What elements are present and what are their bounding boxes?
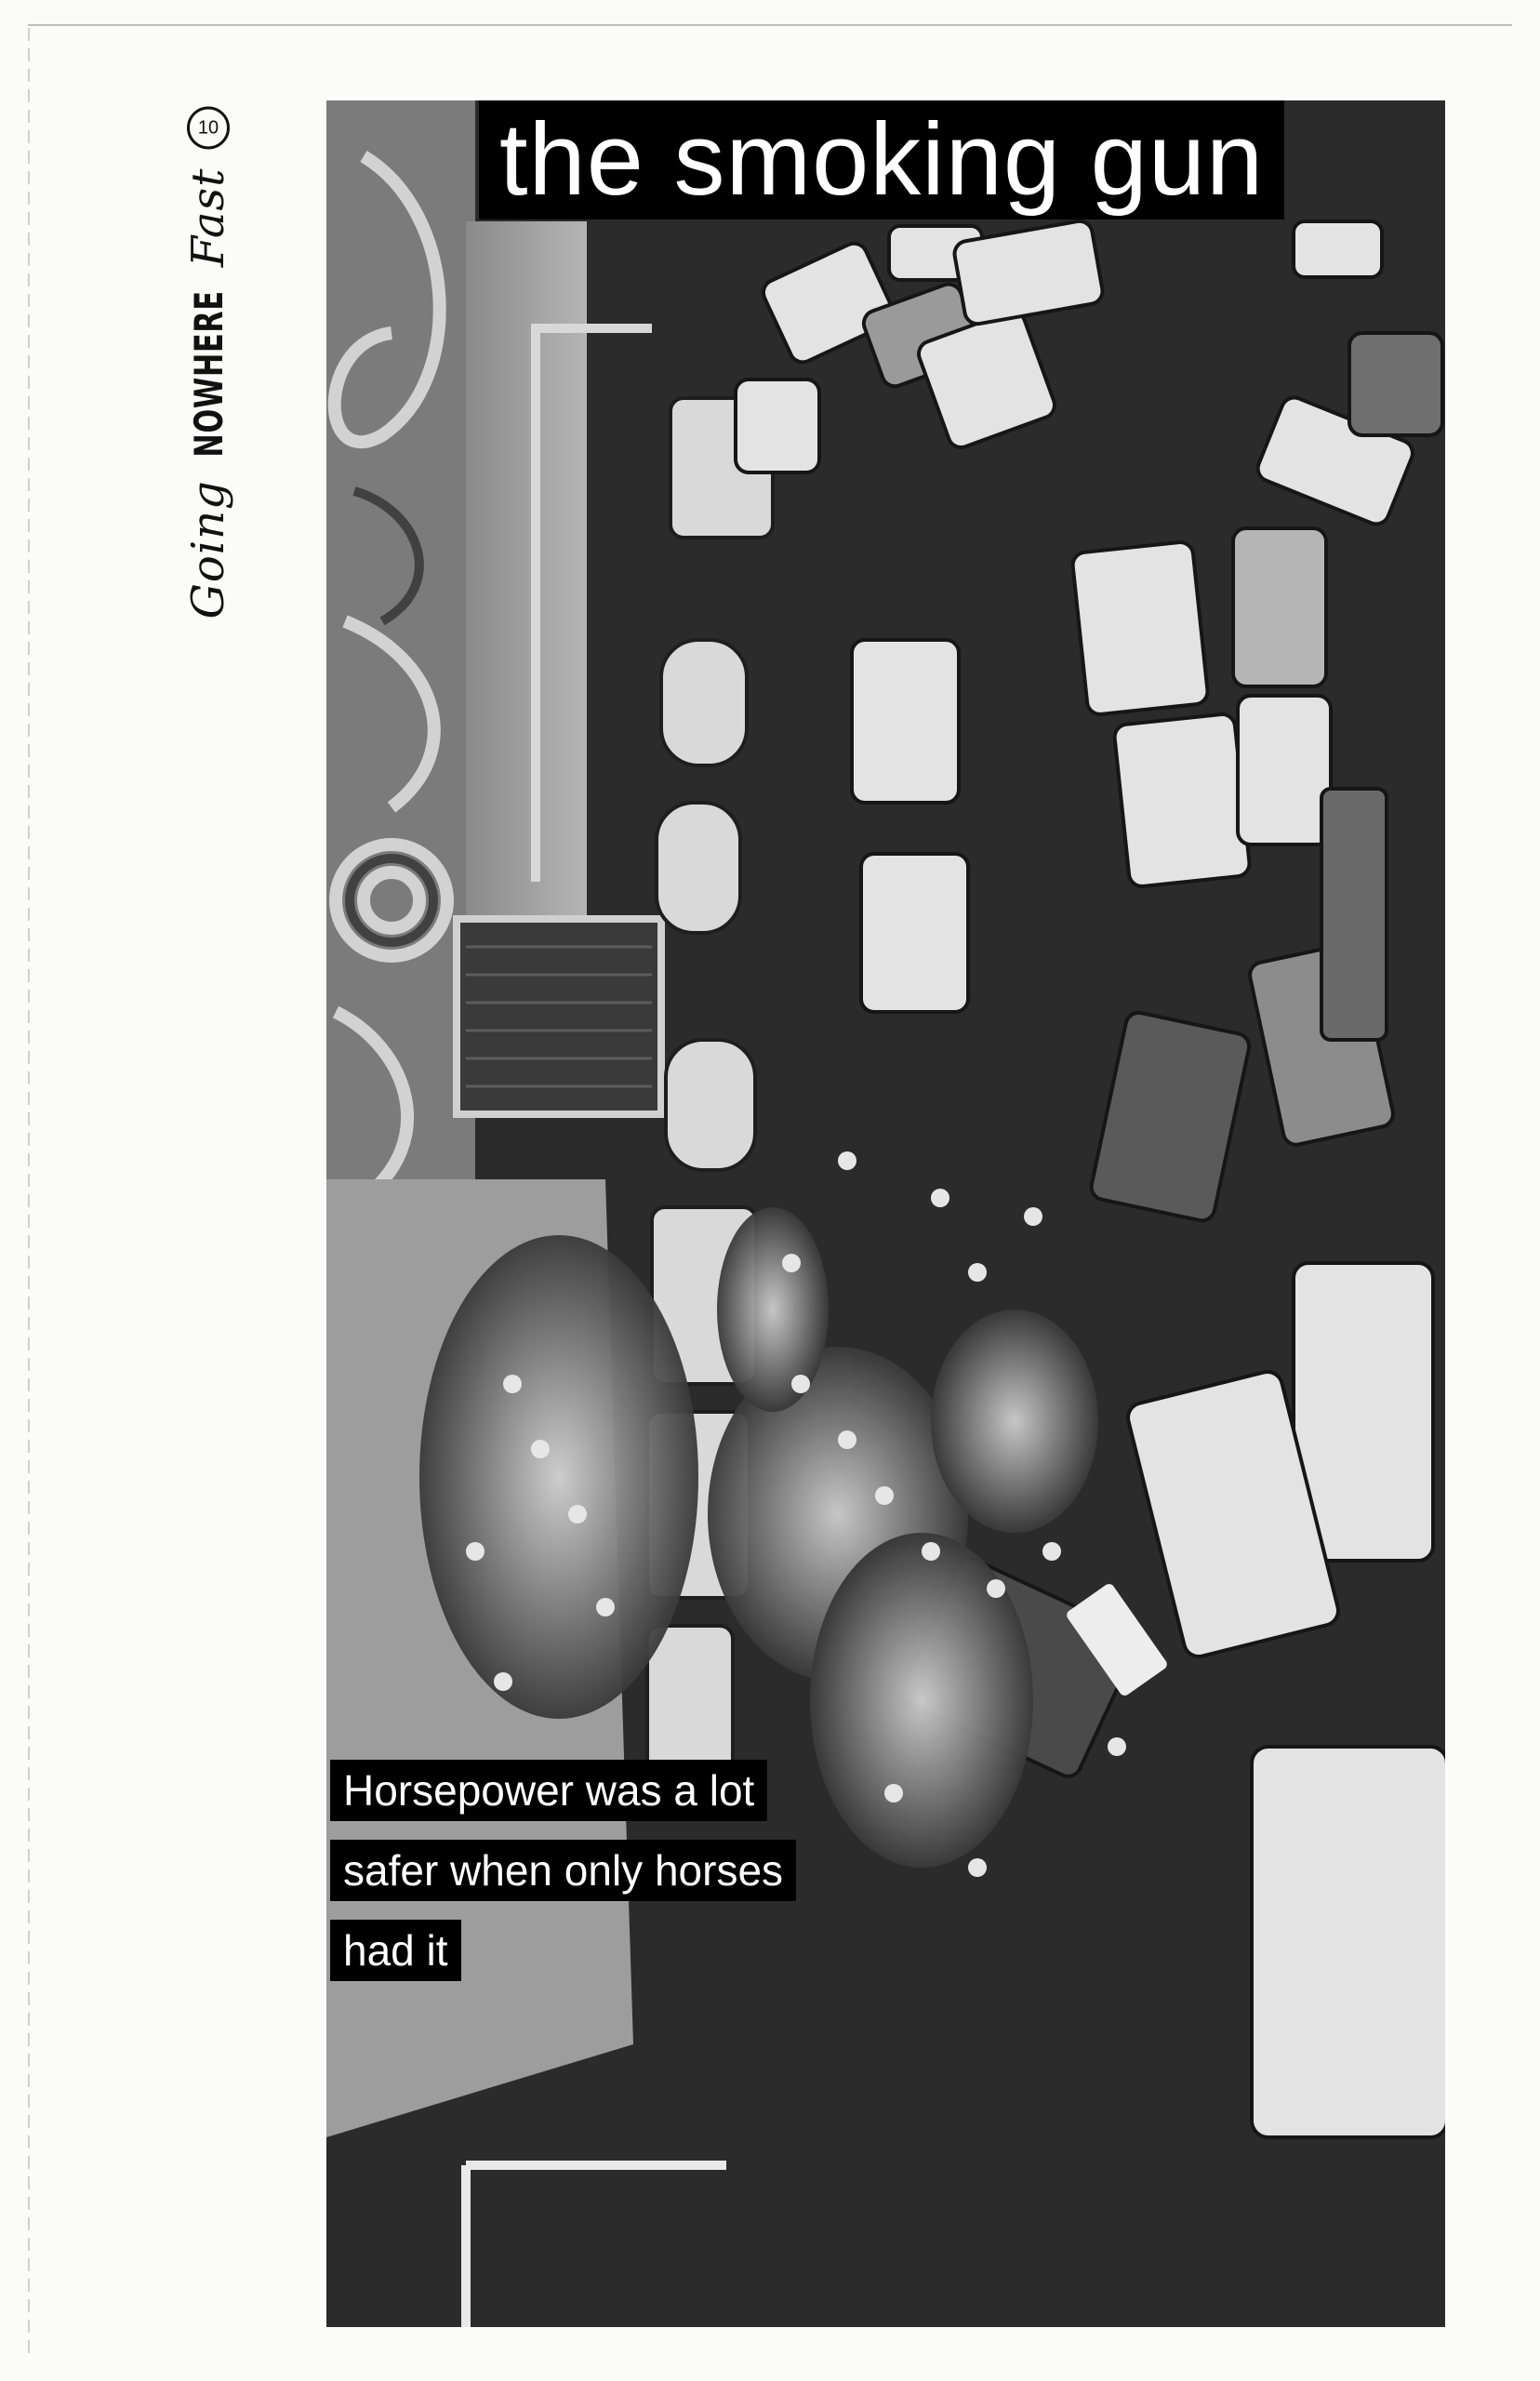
running-header-going: Going [182,480,234,619]
caption-line-3: had it [330,1920,461,1981]
running-header [182,107,234,619]
street-scene-photo [326,100,1445,2327]
headline: the smoking gun [479,100,1284,219]
running-header-fast: Fast [182,167,234,268]
street-scene-illustration [326,100,1445,2327]
sidewalk [466,221,587,1012]
scan-edge-top [28,24,1512,26]
page-number: 10 [187,107,230,150]
caption-line-1: Horsepower was a lot [330,1760,767,1821]
scan-edge-left [28,28,30,2353]
caption-line-2: safer when only horses [330,1840,796,1901]
running-header-nowhere: NOWHERE [185,290,232,458]
